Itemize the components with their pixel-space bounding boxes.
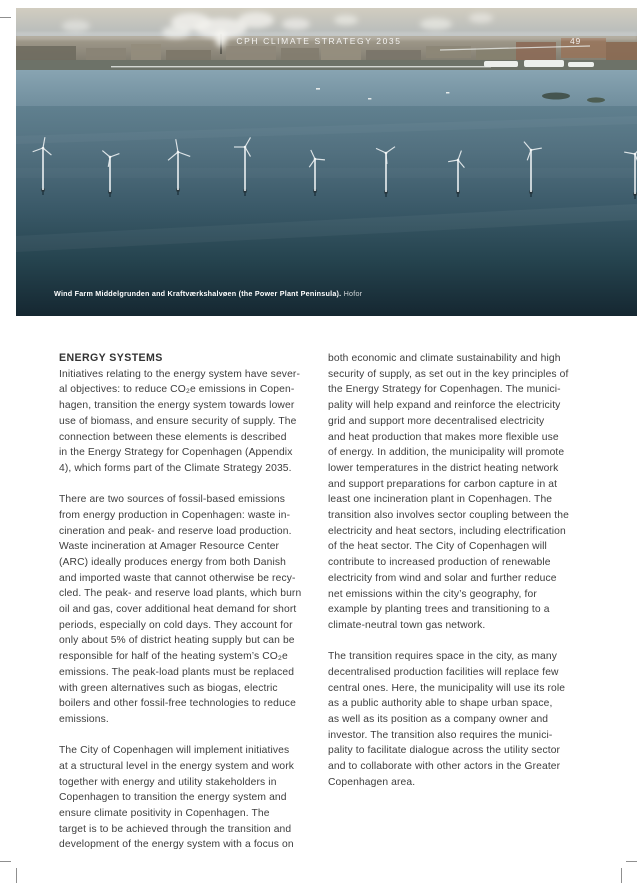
paragraph: both economic and climate sustainability and high security of supply, as set out in the key principles of the Energy Strategy for Copenhagen. The munici- pality will help expand and reinforce the electricity grid and support more decentralised electricity and heat production that makes more flexible use of energy. In addition, the municipality will promote lower temperatures in the district heating network and support preparations for carbon capture in at least one incineration plant in Copenhagen. The transition also involves sector coupling between the electricity and heat sectors, including electrification of the heat sector. The City of Copenhagen will contribute to increased production of renewable electricity from wind and solar and further reduce net emissions within the city’s geography, for example by planting trees and transitioning to a climate-neutral town gas network.: [328, 353, 569, 631]
section-heading: ENERGY SYSTEMS: [59, 352, 163, 364]
paragraph: The City of Copenhagen will implement initiatives at a structural level in the energy system and work together with energy and utility stakeholders in Copenhagen to transition the energy system and ensure climate positivity in Copenhagen. The target is to be achieved through the transition and development of the energy system with a focus on: [59, 745, 295, 851]
paragraph: There are two sources of fossil-based emissions from energy production in Copenhagen: waste in- cineration and peak- and reserve load production. Waste incineration at Amager Resource Center (ARC) ideally produces energy from both Danish and imported waste that cannot otherwise be recy- cled. The peak- and reserve load plants, which burn oil and gas, cover additional heat demand for short periods, especially on cold days. They account for only about 5% of district heating supply but can be responsible for half of the heating system’s CO₂e emissions. The peak-load plants must be replaced with green alternatives such as biogas, electric boilers and other fossil-free technologies to reduce emissions.: [59, 494, 302, 725]
running-header-title: CPH CLIMATE STRATEGY 2035: [236, 36, 402, 46]
crop-mark: [621, 868, 622, 883]
crop-mark: [16, 868, 17, 883]
wind-farm-photo: [16, 8, 637, 316]
photo-caption-text: Wind Farm Middelgrunden and Kraftværkshalvøen (the Power Plant Peninsula).: [54, 289, 342, 298]
photo-caption: [54, 289, 614, 298]
photo-credit: Hofor: [341, 289, 363, 298]
text-column-right: [328, 351, 590, 806]
wind-farm-photo-art: [16, 8, 637, 316]
page-number: 49: [570, 36, 582, 46]
paragraph: The transition requires space in the city, as many decentralised production facilities will replace few central ones. Here, the municipality will use its role as a public authority able to shape urban space, as well as its position as a company owner and investor. The transition also requires the munici- pality to facilitate dialogue across the utility sector and to collaborate with other actors in the Greater Copenhagen area.: [328, 651, 566, 788]
crop-mark: [0, 861, 11, 862]
crop-mark: [626, 861, 637, 862]
paragraph: Initiatives relating to the energy system have sever- al objectives: to reduce CO₂e emissions in Copen- hagen, transition the energy system towards lower use of biomass, and ensure security of supply. The connection between these elements is described in the Energy Strategy for Copenhagen (Appendix 4), which forms part of the Climate Strategy 2035.: [59, 368, 301, 474]
text-column-left: [59, 351, 321, 869]
running-header: [16, 36, 622, 46]
crop-mark: [0, 17, 11, 18]
